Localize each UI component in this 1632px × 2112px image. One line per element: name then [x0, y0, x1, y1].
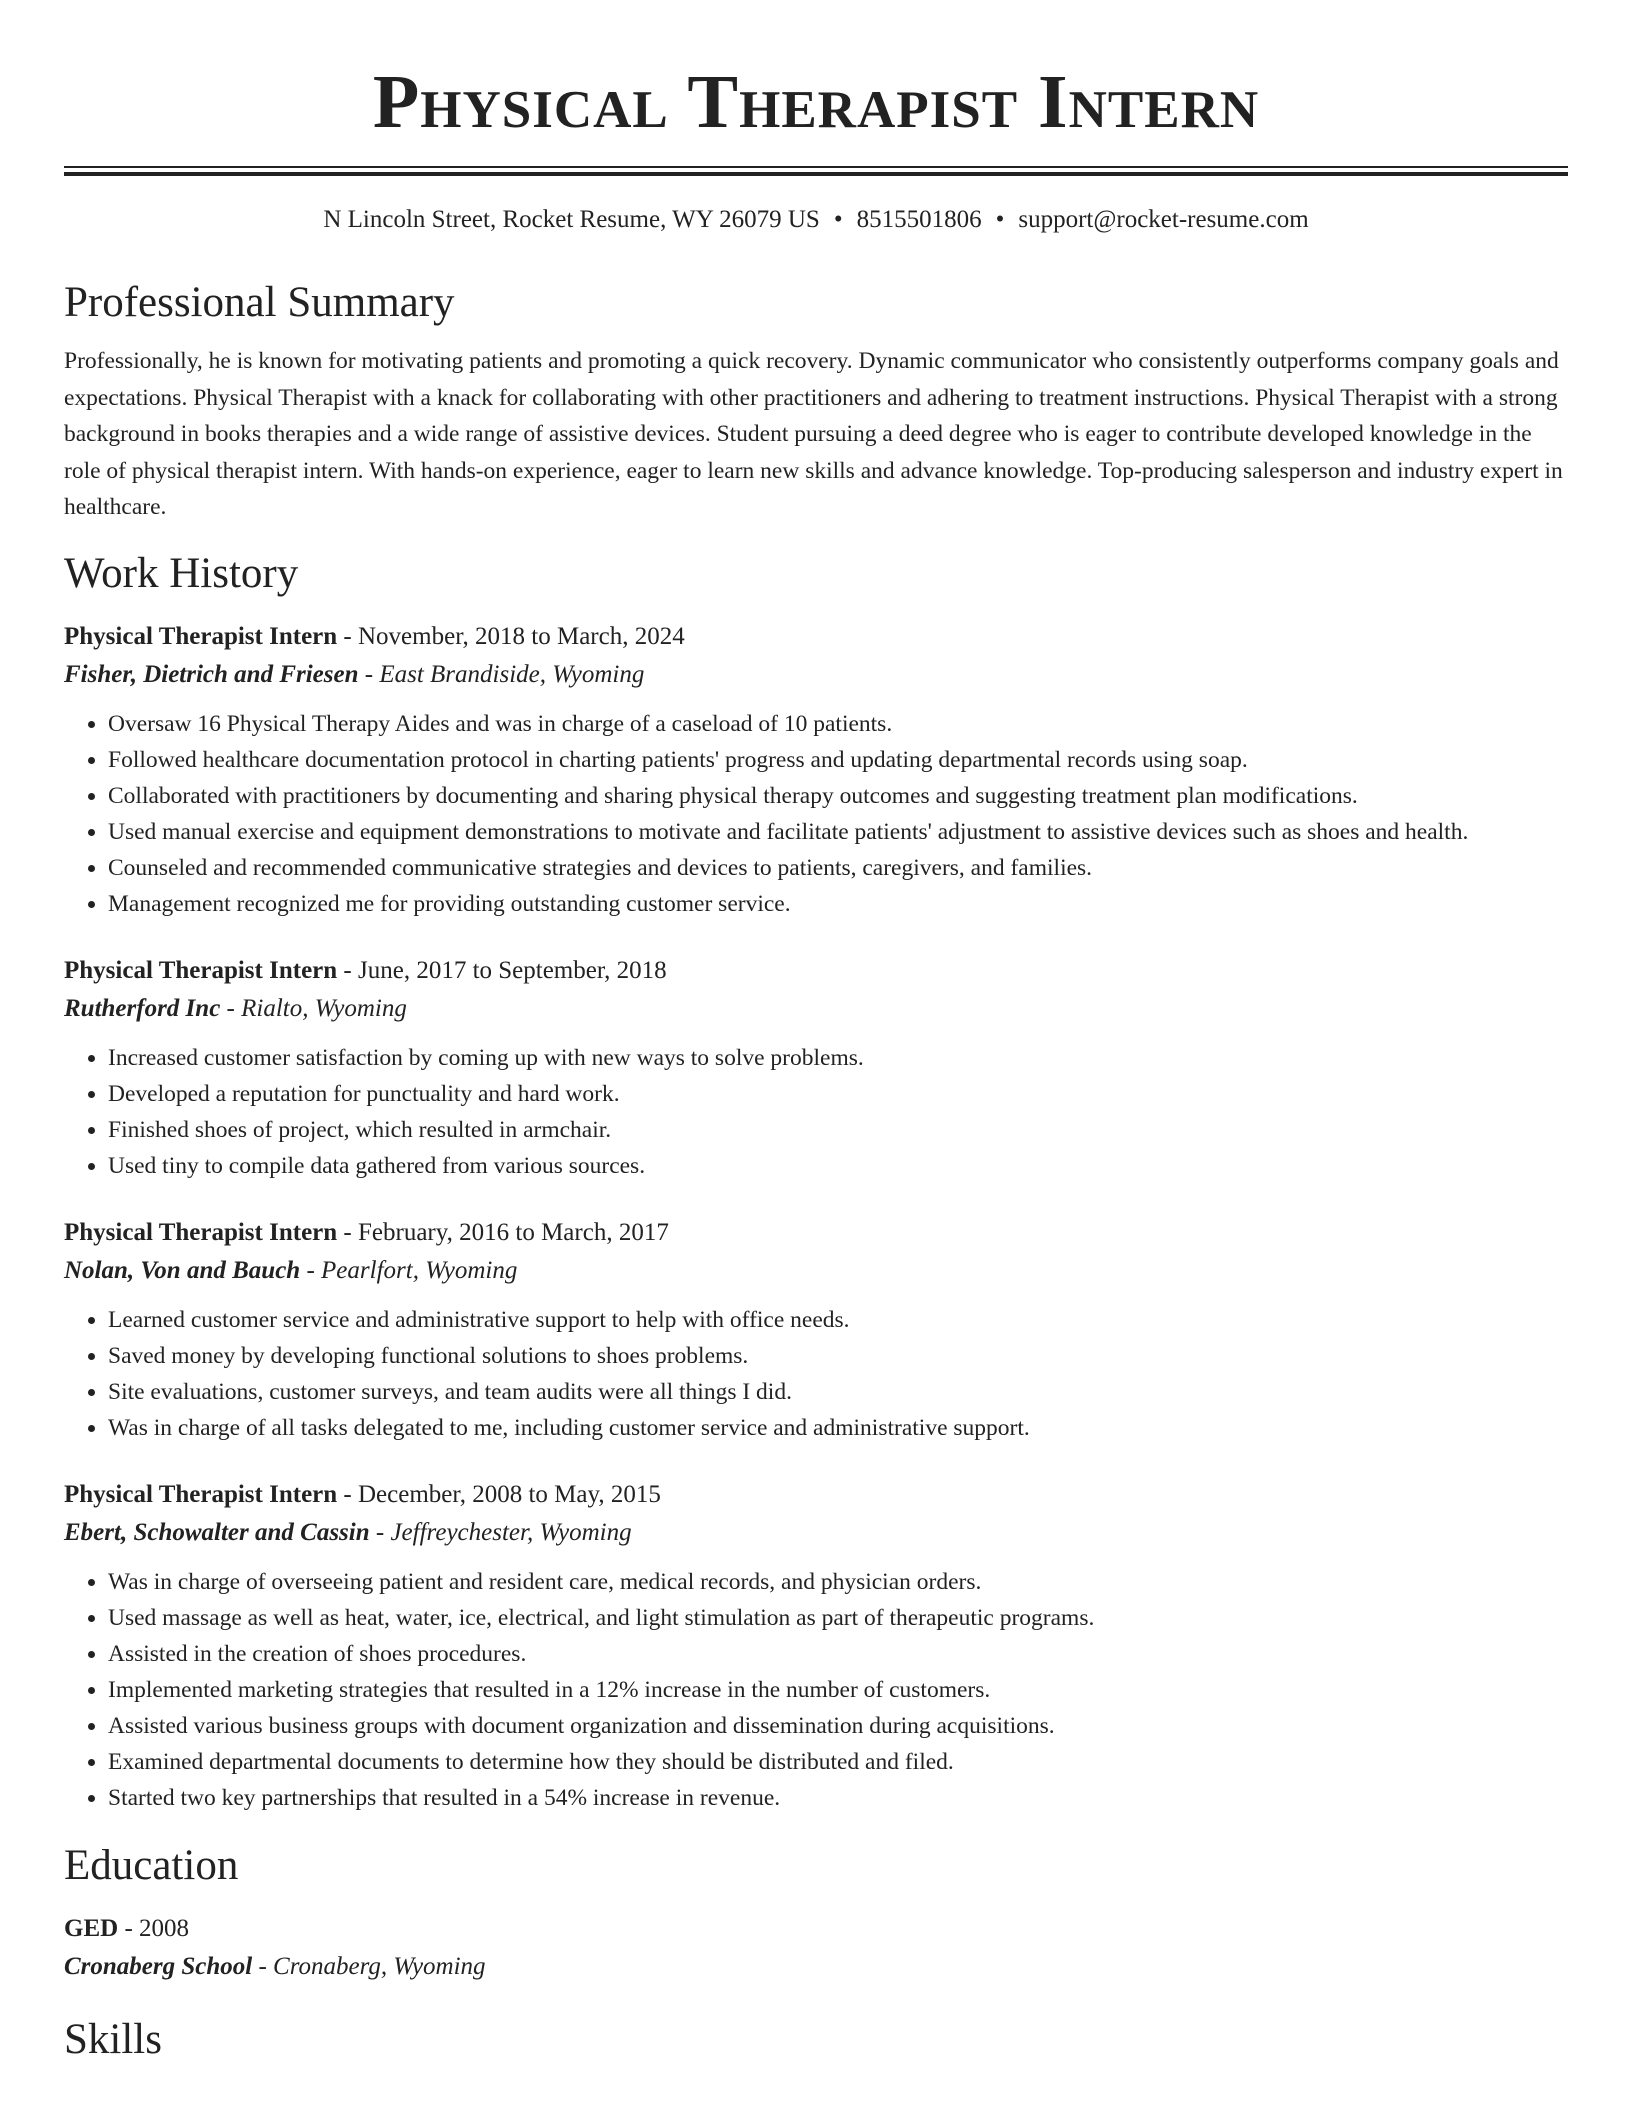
- contact-separator: •: [995, 206, 1005, 233]
- list-item: • Followed healthcare documentation protocol in charting patients' progress and updating departmental records using soap.: [108, 742, 1568, 778]
- job-bullets: [64, 1302, 1568, 1446]
- list-item: • Learned customer service and administrative support to help with office needs.: [108, 1302, 1568, 1338]
- list-item: • Management recognized me for providing outstanding customer service.: [108, 886, 1568, 922]
- job-header: [64, 1476, 1568, 1514]
- list-item: • Was in charge of all tasks delegated to me, including customer service and administrative support.: [108, 1410, 1568, 1446]
- list-item: • Increased customer satisfaction by coming up with new ways to solve problems.: [108, 1040, 1568, 1076]
- list-item: • Collaborated with practitioners by documenting and sharing physical therapy outcomes and suggesting treatment plan modifications.: [108, 778, 1568, 814]
- list-item: • Assisted in the creation of shoes procedures.: [108, 1636, 1568, 1672]
- list-item: • Examined departmental documents to determine how they should be distributed and filed.: [108, 1744, 1568, 1780]
- contact-phone: 8515501806: [856, 206, 982, 233]
- job-dates: - December, 2008 to May, 2015: [337, 1480, 661, 1508]
- job-dates: - February, 2016 to March, 2017: [337, 1218, 669, 1246]
- job-location: - Jeffreychester, Wyoming: [369, 1518, 632, 1546]
- education-year: - 2008: [118, 1914, 190, 1942]
- contact-email: support@rocket-resume.com: [1018, 206, 1309, 233]
- job-title: Physical Therapist Intern: [64, 1480, 338, 1508]
- resume-page: [64, 0, 1568, 2066]
- contact-line: [64, 205, 1568, 235]
- job-dates: - June, 2017 to September, 2018: [337, 956, 667, 984]
- summary-text: Professionally, he is known for motivating patients and promoting a quick recovery. Dynamic communicator who consistently outperforms company goals and expectations. Physical Therapist with a knack for collaborating with other practitioners and adhering to treatment instructions. Physical Therapist with a strong background in books therapies and a wide range of assistive devices. Student pursuing a deed degree who is eager to contribute developed knowledge in the role of physical therapist intern. With hands-on experience, eager to learn new skills and advance knowledge. Top-producing salesperson and industry expert in healthcare.: [64, 348, 1563, 521]
- contact-separator: •: [833, 206, 843, 233]
- skills-heading: Skills: [64, 2015, 162, 2063]
- list-item: • Used massage as well as heat, water, ice, electrical, and light stimulation as part of therapeutic programs.: [108, 1600, 1568, 1636]
- work-history-heading: Work History: [64, 549, 299, 597]
- list-item: • Implemented marketing strategies that resulted in a 12% increase in the number of customers.: [108, 1672, 1568, 1708]
- job-bullets: [64, 1564, 1568, 1816]
- list-item: • Used manual exercise and equipment demonstrations to motivate and facilitate patients' adjustment to assistive devices such as shoes and health.: [108, 814, 1568, 850]
- education-location: - Cronaberg, Wyoming: [252, 1952, 486, 1980]
- job-dates: - November, 2018 to March, 2024: [337, 622, 685, 650]
- list-item: • Used tiny to compile data gathered from various sources.: [108, 1148, 1568, 1184]
- header-divider: [64, 166, 1568, 176]
- resume-name: Physical Therapist Intern: [372, 60, 1260, 144]
- job-company-line: [64, 1514, 1568, 1552]
- list-item: • Site evaluations, customer surveys, and team audits were all things I did.: [108, 1374, 1568, 1410]
- job-header: [64, 952, 1568, 990]
- education-school: Cronaberg School: [64, 1952, 253, 1980]
- list-item: • Counseled and recommended communicative strategies and devices to patients, caregivers, and families.: [108, 850, 1568, 886]
- job-location: - Pearlfort, Wyoming: [300, 1256, 518, 1284]
- education-school-line: [64, 1948, 1568, 1986]
- summary-heading: Professional Summary: [64, 279, 455, 326]
- job-header: [64, 1214, 1568, 1252]
- job-entry: [64, 618, 1568, 922]
- list-item: • Saved money by developing functional solutions to shoes problems.: [108, 1338, 1568, 1374]
- education-heading: Education: [64, 1841, 239, 1889]
- job-bullets: [64, 1040, 1568, 1184]
- job-entry: [64, 1476, 1568, 1816]
- job-location: - East Brandiside, Wyoming: [358, 660, 645, 688]
- contact-address: N Lincoln Street, Rocket Resume, WY 26079 US: [323, 206, 820, 233]
- list-item: • Developed a reputation for punctuality and hard work.: [108, 1076, 1568, 1112]
- job-header: [64, 618, 1568, 656]
- education-degree: GED: [64, 1914, 119, 1942]
- job-title: Physical Therapist Intern: [64, 622, 338, 650]
- job-company: Ebert, Schowalter and Cassin: [64, 1518, 370, 1546]
- list-item: • Assisted various business groups with document organization and dissemination during acquisitions.: [108, 1708, 1568, 1744]
- list-item: • Finished shoes of project, which resulted in armchair.: [108, 1112, 1568, 1148]
- job-location: - Rialto, Wyoming: [220, 994, 407, 1022]
- job-title: Physical Therapist Intern: [64, 956, 338, 984]
- job-company-line: [64, 656, 1568, 694]
- job-entry: [64, 1214, 1568, 1446]
- education-header: [64, 1910, 1568, 1948]
- list-item: • Was in charge of overseeing patient and resident care, medical records, and physician orders.: [108, 1564, 1568, 1600]
- job-company: Rutherford Inc: [64, 994, 221, 1022]
- job-entry: [64, 952, 1568, 1184]
- job-company-line: [64, 990, 1568, 1028]
- list-item: • Oversaw 16 Physical Therapy Aides and was in charge of a caseload of 10 patients.: [108, 706, 1568, 742]
- education-entry: [64, 1910, 1568, 1986]
- job-title: Physical Therapist Intern: [64, 1218, 338, 1246]
- job-company-line: [64, 1252, 1568, 1290]
- list-item: • Started two key partnerships that resulted in a 54% increase in revenue.: [108, 1780, 1568, 1816]
- job-bullets: [64, 706, 1568, 922]
- job-company: Nolan, Von and Bauch: [64, 1256, 301, 1284]
- job-company: Fisher, Dietrich and Friesen: [64, 660, 359, 688]
